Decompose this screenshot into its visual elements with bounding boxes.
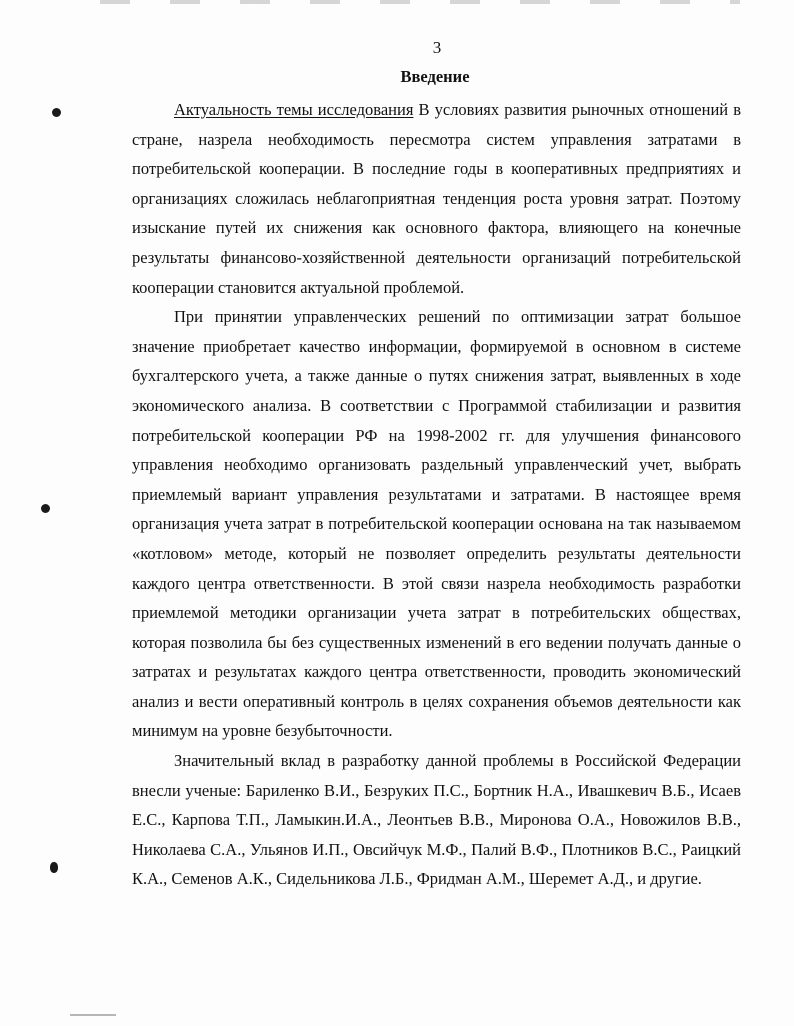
- binder-hole-mark: [50, 862, 58, 873]
- section-heading: Введение: [400, 67, 470, 86]
- page-number: 3: [432, 38, 442, 57]
- relevance-label: Актуальность темы исследования: [174, 100, 414, 119]
- body-text: [132, 95, 741, 894]
- paragraph-text: В условиях развития рыночных отношений в стране, назрела необходимость пересмотра систем управления затратами в потребительской кооперации. В последние годы в кооперативных предприятиях и организациях сложилась неблагоприятная тенденция роста уровня затрат. Поэтому изыскание путей их снижения как основного фактора, влияющего на конечные результаты финансово-хозяйственной деятельности организаций потребительской кооперации становится актуальной проблемой.: [132, 100, 742, 297]
- paragraph-researchers: Значительный вклад в разработку данной проблемы в Российской Федерации внесли ученые: Бариленко В.И., Безруких П.С., Бортник Н.А., Ивашкевич В.Б., Исаев Е.С., Карпова Т.П., Ламыкин.И.А., Леонтьев В.В., Миронова О.А., Новожилов В.В., Николаева С.А., Ульянов И.П., Овсийчук М.Ф., Палий В.Ф., Плотников В.С., Раицкий К.А., Семенов А.К., Сидельникова Л.Б., Фридман А.М., Шеремет А.Д., и другие.: [132, 751, 741, 889]
- binder-hole-mark: [41, 504, 50, 513]
- binder-hole-mark: [52, 108, 61, 117]
- paragraph-relevance: [132, 95, 741, 302]
- paragraph-management-decisions: При принятии управленческих решений по оптимизации затрат большое значение приобретает качество информации, формируемой в основном в системе бухгалтерского учета, а также данные о путях снижения затрат, выявленных в ходе экономического анализа. В соответствии с Программой стабилизации и развития потребительской кооперации РФ на 1998-2002 гг. для улучшения финансового управления необходимо организовать раздельный управленческий учет, выбрать приемлемый вариант управления результатами и затратами. В настоящее время организация учета затрат в потребительской кооперации основана на так называемом «котловом» методе, который не позволяет определить результаты деятельности каждого центра ответственности. В этой связи назрела необходимость разработки приемлемой методики организации учета затрат в потребительских обществах, которая позволила бы без существенных изменений в его ведении получать данные о затратах и результатах каждого центра ответственности, проводить экономический анализ и вести оперативный контроль в целях сохранения объемов деятельности как минимум на уровне безубыточности.: [132, 307, 741, 741]
- scan-artifact-bottom: [70, 1014, 116, 1016]
- scan-artifact-top: [100, 0, 740, 4]
